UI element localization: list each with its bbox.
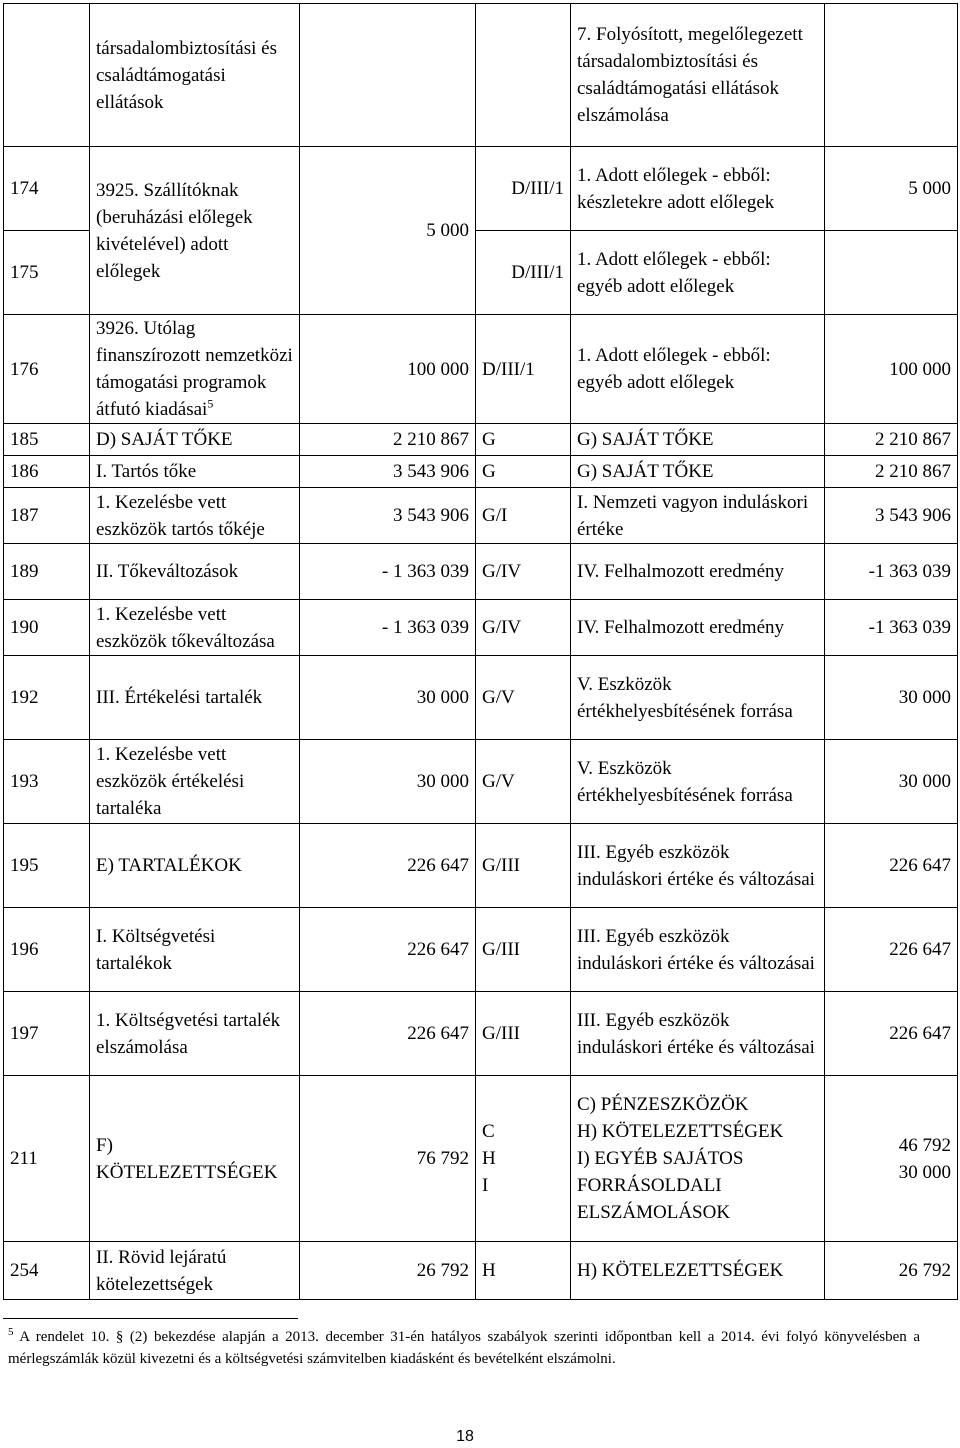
target-description: 1. Adott előlegek - ebből: egyéb adott előlegek [571, 315, 825, 424]
table-row [4, 488, 958, 544]
source-amount: 5 000 [300, 147, 476, 315]
row-number: 189 [4, 544, 90, 600]
source-amount: 3 543 906 [300, 456, 476, 488]
footnote-text: A rendelet 10. § (2) bekezdése alapján a 2013. december 31-én hatályos szabályok szerinti időpontban kell a 2014. évi folyó könyvelésben a mérlegszámlák közül kivezetni és a költségvetési számvitelben kiadásként és bevételként elszámolni. [8, 1329, 920, 1367]
target-amount-2: 30 000 [898, 1161, 951, 1183]
row-number: 176 [4, 315, 90, 424]
footnote-mark: 5 [8, 1326, 14, 1338]
target-description: III. Egyéb eszközök induláskori értéke és változásai [571, 908, 825, 992]
target-amount: 226 647 [825, 992, 958, 1076]
row-number: 186 [4, 456, 90, 488]
target-code-h: H [482, 1148, 496, 1169]
row-number: 187 [4, 488, 90, 544]
table-row [4, 824, 958, 908]
source-description: 1. Kezelésbe vett eszközök értékelési tartaléka [90, 740, 300, 824]
table-row [4, 544, 958, 600]
row-number: 196 [4, 908, 90, 992]
source-description: 1. Kezelésbe vett eszközök tőkeváltozása [90, 600, 300, 656]
source-description: E) TARTALÉKOK [90, 824, 300, 908]
target-description: V. Eszközök értékhelyesbítésének forrása [571, 656, 825, 740]
target-amount: 100 000 [825, 315, 958, 424]
target-description: III. Egyéb eszközök induláskori értéke és változásai [571, 992, 825, 1076]
target-amount: 5 000 [825, 147, 958, 231]
target-description-c: C) PÉNZESZKÖZÖK [577, 1094, 749, 1115]
source-amount: 30 000 [300, 740, 476, 824]
row-number: 192 [4, 656, 90, 740]
target-code: G/III [476, 992, 571, 1076]
target-code: G/IV [476, 600, 571, 656]
target-amount: -1 363 039 [825, 600, 958, 656]
target-amount: 226 647 [825, 824, 958, 908]
page-number: 18 [456, 1428, 474, 1445]
row-number [4, 4, 90, 147]
source-amount: 226 647 [300, 824, 476, 908]
table-row [4, 1242, 958, 1300]
target-code: G [476, 456, 571, 488]
source-description: 1. Költségvetési tartalék elszámolása [90, 992, 300, 1076]
target-code: H [476, 1242, 571, 1300]
source-description: I. Költségvetési tartalékok [90, 908, 300, 992]
target-code: G/III [476, 908, 571, 992]
target-description: H) KÖTELEZETTSÉGEK [571, 1242, 825, 1300]
row-number: 195 [4, 824, 90, 908]
target-code: G/III [476, 824, 571, 908]
target-amount: 2 210 867 [825, 456, 958, 488]
source-amount: 3 543 906 [300, 488, 476, 544]
footnote-separator [3, 1318, 298, 1319]
target-code: D/III/1 [476, 315, 571, 424]
table-row [4, 147, 958, 231]
row-number: 175 [4, 231, 90, 315]
target-description: 1. Adott előlegek - ebből: egyéb adott előlegek [571, 231, 825, 315]
source-amount: 226 647 [300, 992, 476, 1076]
table-row [4, 908, 958, 992]
source-amount: 2 210 867 [300, 424, 476, 456]
target-code: D/III/1 [476, 147, 571, 231]
source-amount: 100 000 [300, 315, 476, 424]
target-amount: 26 792 [825, 1242, 958, 1300]
table-row [4, 424, 958, 456]
source-description: F) KÖTELEZETTSÉGEK [90, 1076, 300, 1242]
target-description-h: H) KÖTELEZETTSÉGEK [577, 1121, 784, 1142]
source-description: II. Rövid lejáratú kötelezettségek [90, 1242, 300, 1300]
target-amount: -1 363 039 [825, 544, 958, 600]
source-description: 3925. Szállítóknak (beruházási előlegek kivételével) adott előlegek [90, 147, 300, 315]
target-amount [825, 1076, 958, 1242]
source-amount: - 1 363 039 [300, 544, 476, 600]
target-code: G/V [476, 656, 571, 740]
target-amount [825, 231, 958, 315]
source-description: II. Tőkeváltozások [90, 544, 300, 600]
source-description: III. Értékelési tartalék [90, 656, 300, 740]
source-description: I. Tartós tőke [90, 456, 300, 488]
row-number: 185 [4, 424, 90, 456]
account-mapping-table [3, 3, 958, 1300]
table-row [4, 740, 958, 824]
source-amount [300, 4, 476, 147]
source-amount: - 1 363 039 [300, 600, 476, 656]
row-number: 193 [4, 740, 90, 824]
row-number: 174 [4, 147, 90, 231]
source-description [90, 315, 300, 424]
row-number: 197 [4, 992, 90, 1076]
target-code [476, 4, 571, 147]
target-description: V. Eszközök értékhelyesbítésének forrása [571, 740, 825, 824]
target-code: D/III/1 [476, 231, 571, 315]
target-amount-1: 46 792 [898, 1134, 951, 1156]
target-description-i: I) EGYÉB SAJÁTOS FORRÁSOLDALI ELSZÁMOLÁSOK [577, 1148, 744, 1223]
target-amount [825, 4, 958, 147]
target-amount: 226 647 [825, 908, 958, 992]
target-code-i: I [482, 1175, 489, 1196]
target-description: 7. Folyósított, megelőlegezett társadalombiztosítási és családtámogatási ellátások elszámolása [571, 4, 825, 147]
table-row [4, 656, 958, 740]
source-description: 1. Kezelésbe vett eszközök tartós tőkéje [90, 488, 300, 544]
source-amount: 30 000 [300, 656, 476, 740]
footnote-reference: 5 [207, 396, 214, 411]
target-amount: 30 000 [825, 740, 958, 824]
target-code [476, 1076, 571, 1242]
source-description: társadalombiztosítási és családtámogatási ellátások [90, 4, 300, 147]
source-amount: 226 647 [300, 908, 476, 992]
target-code: G/V [476, 740, 571, 824]
footnote [8, 1326, 920, 1370]
target-code: G [476, 424, 571, 456]
target-code: G/IV [476, 544, 571, 600]
target-description: I. Nemzeti vagyon induláskori értéke [571, 488, 825, 544]
target-description: IV. Felhalmozott eredmény [571, 600, 825, 656]
target-description: III. Egyéb eszközök induláskori értéke és változásai [571, 824, 825, 908]
table-row [4, 456, 958, 488]
source-amount: 26 792 [300, 1242, 476, 1300]
table-row [4, 992, 958, 1076]
row-number: 190 [4, 600, 90, 656]
table-row [4, 4, 958, 147]
target-description [571, 1076, 825, 1242]
target-description: G) SAJÁT TŐKE [571, 424, 825, 456]
target-amount: 30 000 [825, 656, 958, 740]
target-amount: 2 210 867 [825, 424, 958, 456]
target-description: G) SAJÁT TŐKE [571, 456, 825, 488]
target-code-c: C [482, 1121, 495, 1142]
table-row [4, 600, 958, 656]
target-description: IV. Felhalmozott eredmény [571, 544, 825, 600]
source-description-text: 3926. Utólag finanszírozott nemzetközi támogatási programok átfutó kiadásai [96, 318, 293, 420]
table-row [4, 315, 958, 424]
table-row [4, 1076, 958, 1242]
target-description: 1. Adott előlegek - ebből: készletekre adott előlegek [571, 147, 825, 231]
target-code: G/I [476, 488, 571, 544]
source-amount: 76 792 [300, 1076, 476, 1242]
target-amount: 3 543 906 [825, 488, 958, 544]
row-number: 254 [4, 1242, 90, 1300]
row-number: 211 [4, 1076, 90, 1242]
source-description: D) SAJÁT TŐKE [90, 424, 300, 456]
